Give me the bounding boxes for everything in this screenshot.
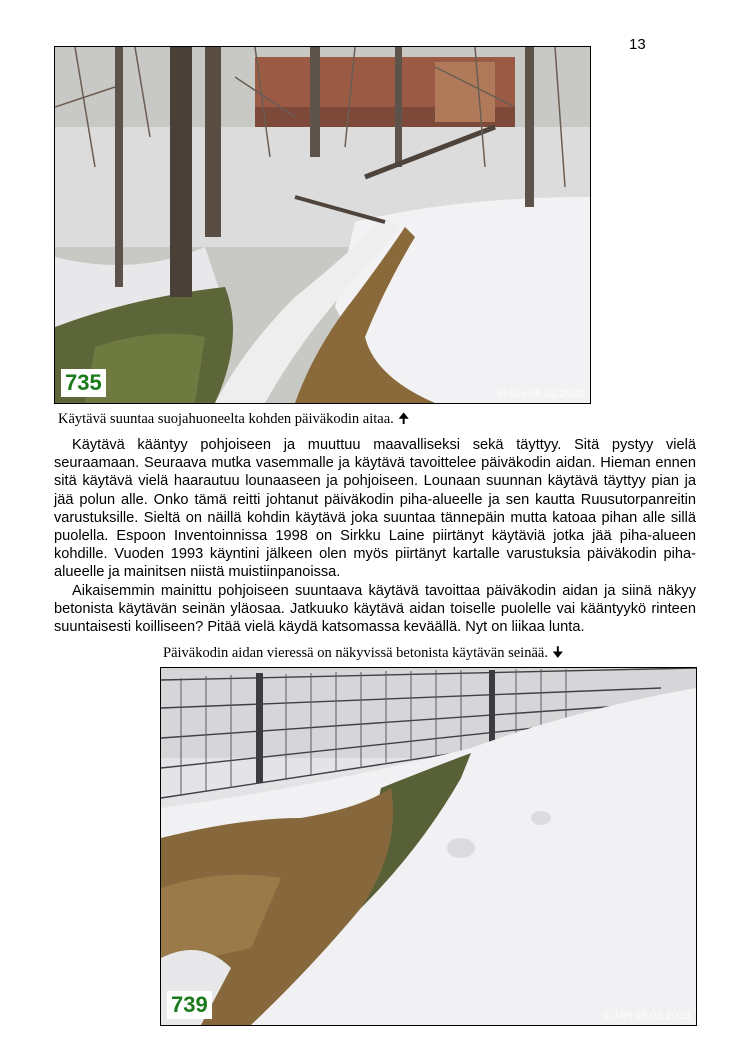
photo-735-image [55,47,590,403]
photo-739-image [161,668,696,1025]
photo-credit: © MH 08.02.2023 [497,388,584,400]
paragraph: Aikaisemmin mainittu pohjoiseen suuntaava käytävä tavoittaa päiväkodin aidan ja siinä näkyy betonista käytävän seinän yläosaa. Jatkuuko käytävä aidan toiselle puolelle vai kääntyykö rinteen suuntaisesti koilliseen? Pitää vielä käydä katsomassa keväällä. Nyt on liikaa lunta. [54,582,696,636]
photo-caption [58,408,409,432]
down-arrow-icon: 🠋 [551,645,564,661]
page-number: 13 [629,36,646,53]
photo-credit: © MH 08.02.2023 [603,1010,690,1022]
photo-caption [163,642,564,666]
photo-735 [54,46,591,404]
caption-text: Päiväkodin aidan vieressä on näkyvissä betonista käytävän seinää. [163,645,548,661]
paragraph: Käytävä kääntyy pohjoiseen ja muuttuu maavalliseksi sekä täyttyy. Sitä pystyy vielä seuraamaan. Seuraava mutka vasemmalle ja käytävä tavoittelee päiväkodin aidan. Hieman ennen sitä käytävä vielä haarautuu lounaaseen ja pohjoiseen. Lounaan suunnan käytävä täyttyy pian ja jää polun alle. Onko tämä reitti johtanut päiväkodin piha-alueelle ja sen kautta Ruusutorpanreitin varustuksille. Sieltä on näillä kohdin käytävä joka suuntaa tännepäin mutta katoaa pihan alle sillä puolella. Espoon Inventoinnissa 1998 on Sirkku Laine piirtänyt käytäviä jotka jää piha-alueen kohdille. Vuoden 1993 käyntini jälkeen olen myös piirtänyt kartalle varustuksia päiväkodin piha-alueelle ja mainitsen niistä muistiinpanoissa. [54,437,696,581]
photo-number-badge: 735 [61,369,106,397]
photo-739 [160,667,697,1026]
caption-text: Käytävä suuntaa suojahuoneelta kohden päiväkodin aitaa. [58,411,394,427]
photo-number-badge: 739 [167,991,212,1019]
up-arrow-icon: 🠉 [397,411,410,427]
body-text [54,436,696,636]
